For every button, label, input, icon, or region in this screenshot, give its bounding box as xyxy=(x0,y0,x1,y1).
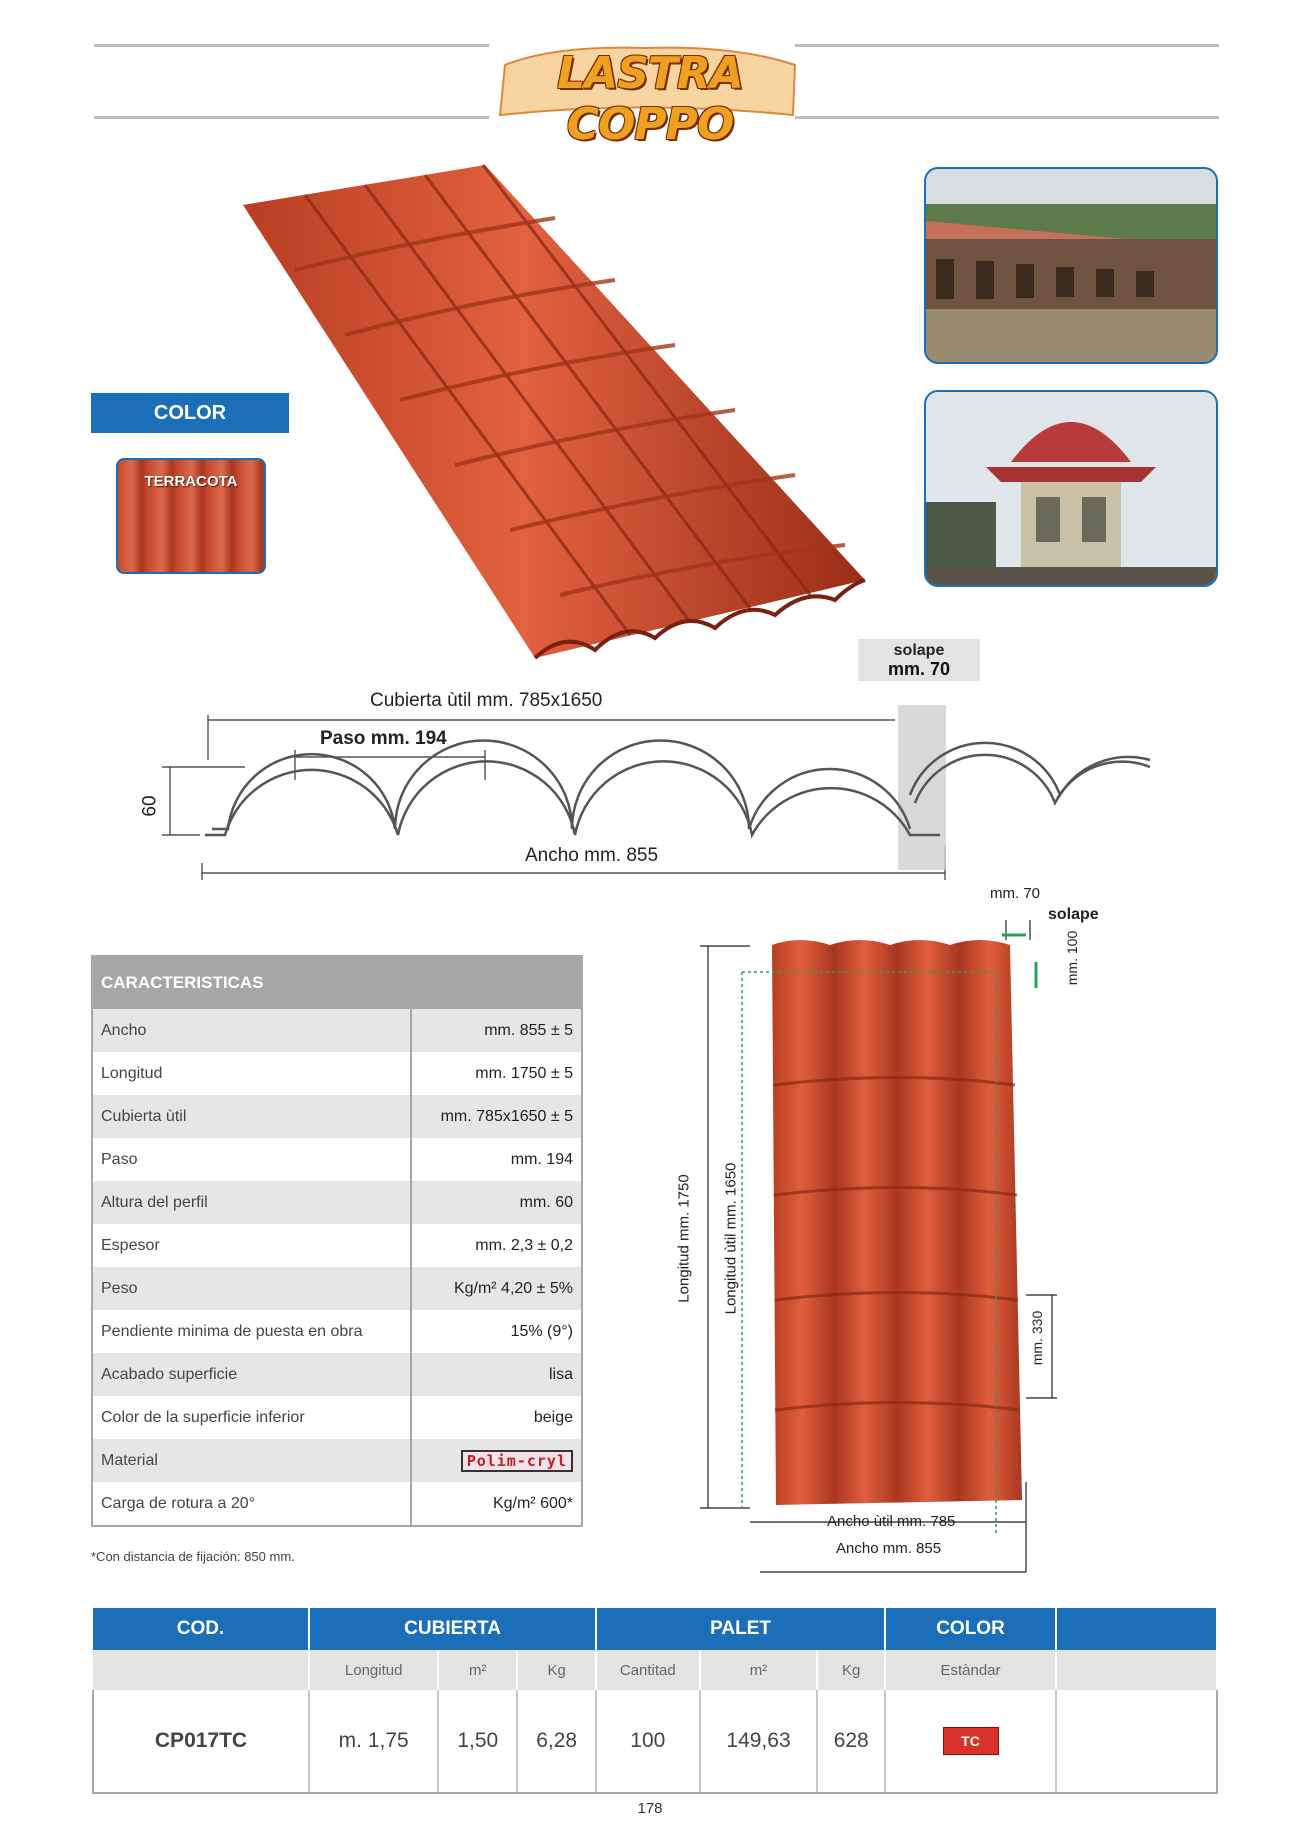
row-value xyxy=(411,1439,582,1482)
photo-gazebo xyxy=(924,390,1218,587)
table-row xyxy=(93,1690,1217,1793)
table-row xyxy=(92,1482,582,1526)
row-label: Carga de rotura a 20° xyxy=(92,1482,411,1526)
solape-label: solape xyxy=(893,642,945,659)
row-label: Material xyxy=(92,1439,411,1482)
product-table xyxy=(92,1608,1218,1794)
row-value: beige xyxy=(411,1396,582,1439)
paso-label: Paso mm. 194 xyxy=(320,728,447,749)
row-value: mm. 60 xyxy=(411,1181,582,1224)
color-swatch-terracota xyxy=(116,458,266,574)
ancho-util-label: Ancho ùtil mm. 785 xyxy=(827,1513,956,1530)
height-label: 60 xyxy=(139,795,161,817)
page-number: 178 xyxy=(637,1800,663,1817)
header-empty xyxy=(1056,1608,1217,1650)
cell-cantitad: 100 xyxy=(596,1690,699,1793)
ancho-label-2: Ancho mm. 855 xyxy=(836,1540,942,1557)
cell-cod: CP017TC xyxy=(93,1690,309,1793)
table-row xyxy=(92,1396,582,1439)
row-label: Pendiente minima de puesta en obra xyxy=(92,1310,411,1353)
product-image xyxy=(235,160,875,660)
solape-value: mm. 70 xyxy=(887,658,951,679)
mm70-label: mm. 70 xyxy=(990,885,1041,902)
table-row xyxy=(92,1052,582,1095)
cell-empty xyxy=(1056,1690,1217,1793)
cell-m2: 1,50 xyxy=(438,1690,517,1793)
sub-kg-palet: Kg xyxy=(817,1650,885,1690)
sub-cantitad: Cantitad xyxy=(596,1650,699,1690)
table-row xyxy=(92,1439,582,1482)
longitud-util-label: Longitud ùtil mm. 1650 xyxy=(722,1162,740,1315)
solape-label-2: solape xyxy=(1048,906,1099,923)
row-label: Color de la superficie inferior xyxy=(92,1396,411,1439)
sub-empty xyxy=(93,1650,309,1690)
row-label: Longitud xyxy=(92,1052,411,1095)
logo: LASTRA COPPO xyxy=(557,48,743,150)
characteristics-title: CARACTERISTICAS xyxy=(92,956,582,1009)
row-label: Paso xyxy=(92,1138,411,1181)
cell-color xyxy=(885,1690,1056,1793)
row-label: Peso xyxy=(92,1267,411,1310)
table-row xyxy=(92,1009,582,1052)
row-label: Ancho xyxy=(92,1009,411,1052)
header-color: COLOR xyxy=(885,1608,1056,1650)
row-value: mm. 855 ± 5 xyxy=(411,1009,582,1052)
sub-m2-palet: m² xyxy=(700,1650,818,1690)
ancho-label: Ancho mm. 855 xyxy=(525,845,659,866)
row-value: Kg/m² 4,20 ± 5% xyxy=(411,1267,582,1310)
gazebo-scene-image xyxy=(926,392,1216,585)
footnote: *Con distancia de fijación: 850 mm. xyxy=(91,1549,295,1564)
header-palet: PALET xyxy=(596,1608,885,1650)
header-rule-left-bottom xyxy=(94,116,489,119)
polimcryl-logo: Polim-cryl xyxy=(461,1450,573,1472)
cell-palet-kg: 628 xyxy=(817,1690,885,1793)
sub-m2: m² xyxy=(438,1650,517,1690)
row-label: Altura del perfil xyxy=(92,1181,411,1224)
cell-kg: 6,28 xyxy=(517,1690,596,1793)
swatch-label: TERRACOTA xyxy=(144,473,238,490)
sheet-diagram xyxy=(690,890,1110,1580)
sub-longitud: Longitud xyxy=(309,1650,438,1690)
header-cod: COD. xyxy=(93,1608,309,1650)
table-row xyxy=(92,1267,582,1310)
mm330-label: mm. 330 xyxy=(1029,1310,1046,1366)
header-rule-right-bottom xyxy=(795,116,1219,119)
cell-palet-m2: 149,63 xyxy=(700,1690,818,1793)
characteristics-table xyxy=(91,955,583,1527)
longitud-label: Longitud mm. 1750 xyxy=(675,1174,693,1303)
table-row xyxy=(92,1310,582,1353)
row-value: Kg/m² 600* xyxy=(411,1482,582,1526)
row-label: Espesor xyxy=(92,1224,411,1267)
cubierta-util-label: Cubierta ùtil mm. 785x1650 xyxy=(370,690,603,711)
solape-box xyxy=(858,639,980,681)
row-value: mm. 785x1650 ± 5 xyxy=(411,1095,582,1138)
row-value: mm. 1750 ± 5 xyxy=(411,1052,582,1095)
color-badge-tc: TC xyxy=(943,1727,999,1755)
row-value: lisa xyxy=(411,1353,582,1396)
table-row xyxy=(92,1353,582,1396)
header-rule-right-top xyxy=(795,44,1219,47)
photo-stables xyxy=(924,167,1218,364)
table-row xyxy=(92,1181,582,1224)
color-title: COLOR xyxy=(91,393,289,433)
cell-longitud: m. 1,75 xyxy=(309,1690,438,1793)
sub-empty-right xyxy=(1056,1650,1217,1690)
row-value: 15% (9°) xyxy=(411,1310,582,1353)
table-row xyxy=(92,1224,582,1267)
table-row xyxy=(92,1095,582,1138)
row-label: Acabado superficie xyxy=(92,1353,411,1396)
sub-kg: Kg xyxy=(517,1650,596,1690)
stables-scene-image xyxy=(926,169,1216,362)
mm100-label: mm. 100 xyxy=(1064,930,1081,986)
row-label: Cubierta ùtil xyxy=(92,1095,411,1138)
header-cubierta: CUBIERTA xyxy=(309,1608,596,1650)
table-row xyxy=(92,1138,582,1181)
row-value: mm. 2,3 ± 0,2 xyxy=(411,1224,582,1267)
header-rule-left-top xyxy=(94,44,489,47)
row-value: mm. 194 xyxy=(411,1138,582,1181)
sub-estandar: Estàndar xyxy=(885,1650,1056,1690)
